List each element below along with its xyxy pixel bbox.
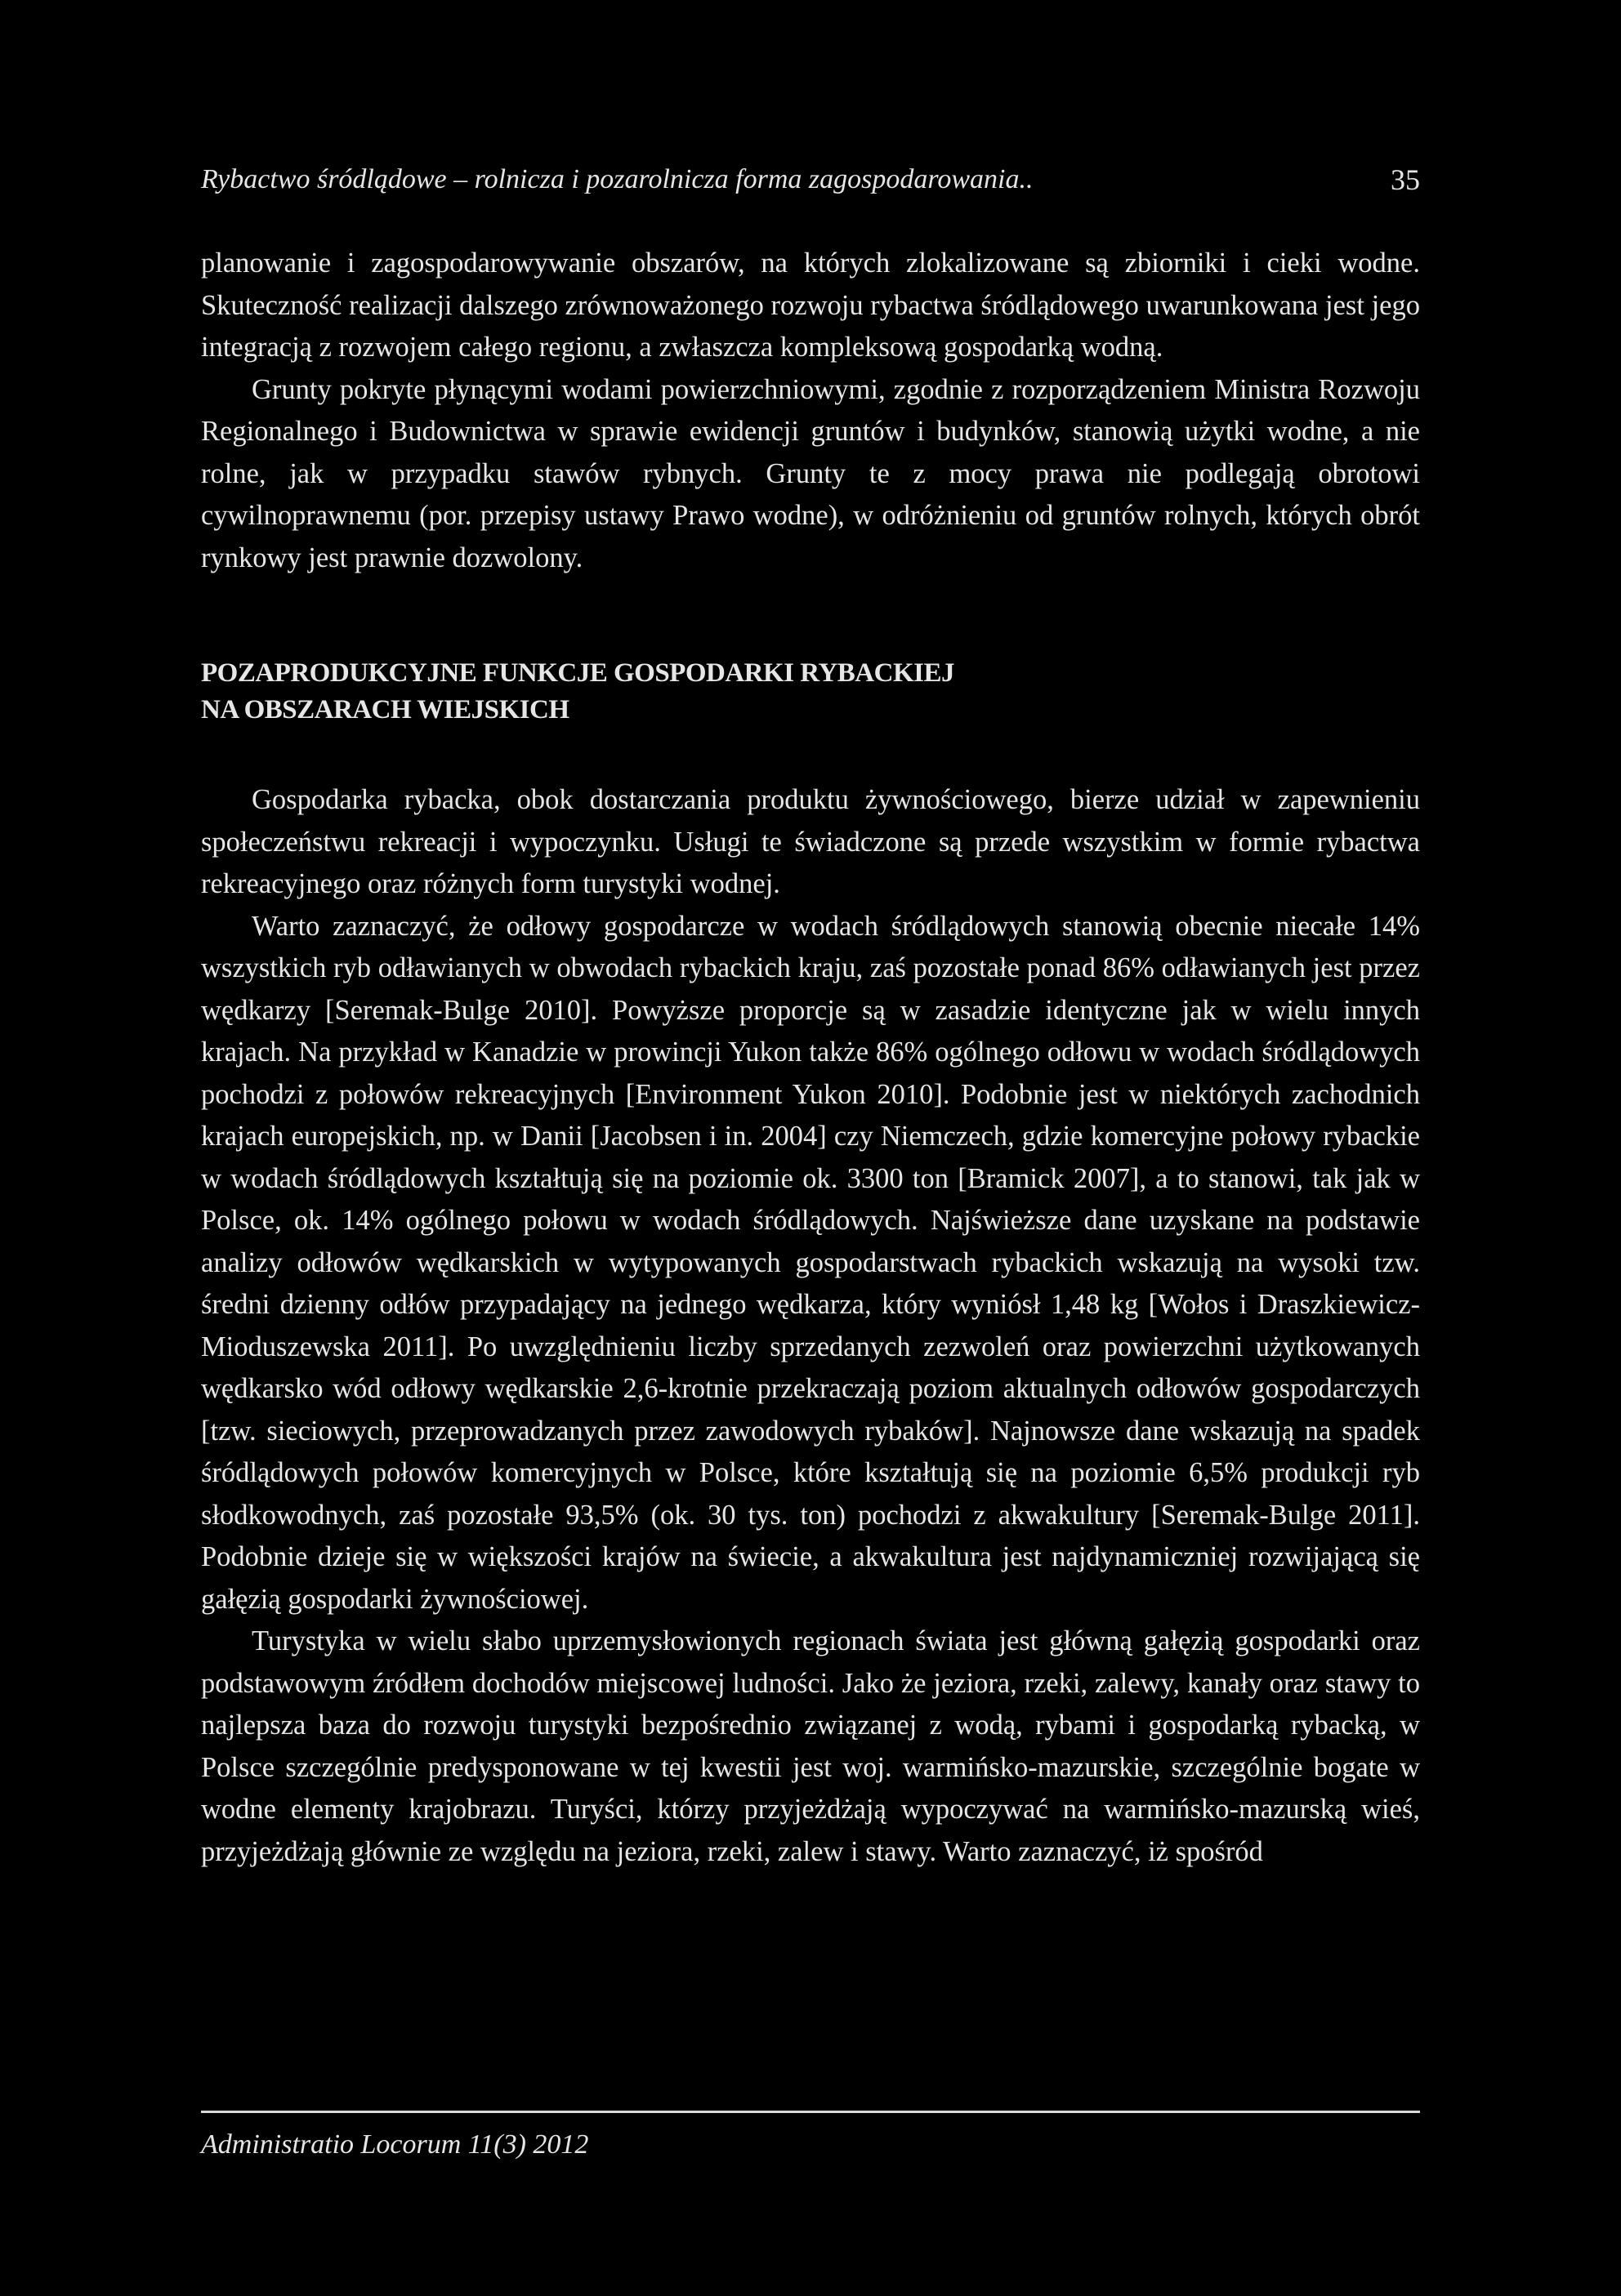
section-heading-line-2: NA OBSZARACH WIEJSKICH bbox=[201, 695, 569, 724]
page-number: 35 bbox=[1391, 163, 1420, 196]
section-heading-line-1: POZAPRODUKCYJNE FUNKCJE GOSPODARKI RYBACKIEJ bbox=[201, 658, 954, 688]
footer-rule bbox=[201, 2111, 1420, 2113]
paragraph-recreation: Gospodarka rybacka, obok dostarczania produktu żywnościowego, bierze udział w zapewnieniu społeczeństwu rekreacji i wypoczynku. Usługi te świadczone są przede wszystkim w formie rybactwa rekreacyjnego oraz różnych form turystyki wodnej. bbox=[201, 784, 1420, 899]
section-heading bbox=[201, 655, 1420, 729]
paragraph-catch-statistics: Warto zaznaczyć, że odłowy gospodarcze w wodach śródlądowych stanowią obecnie niecałe 14% wszystkich ryb odławianych w obwodach rybackich kraju, zaś pozostałe ponad 86% odławianych jest przez wędkarzy [Seremak-Bulge 2010]. Powyższe proporcje są w zasadzie identyczne jak w wielu innych krajach. Na przykład w Kanadzie w prowincji Yukon także 86% ogólnego odłowu w wodach śródlądowych pochodzi z połowów rekreacyjnych [Environment Yukon 2010]. Podobnie jest w niektórych zachodnich krajach europejskich, np. w Danii [Jacobsen i in. 2004] czy Niemczech, gdzie komercyjne połowy rybackie w wodach śródlądowych kształtują się na poziomie ok. 3300 ton [Bramick 2007], a to stanowi, tak jak w Polsce, ok. 14% ogólnego połowu w wodach śródlądowych. Najświeższe dane uzyskane na podstawie analizy odłowów wędkarskich w wytypowanych gospodarstwach rybackich wskazują na wysoki tzw. średni dzienny odłów przypadający na jednego wędkarza, który wyniósł 1,48 kg [Wołos i Draszkiewicz-Mioduszewska 2011]. Po uwzględnieniu liczby sprzedanych zezwoleń oraz powierzchni użytkowanych wędkarsko wód odłowy wędkarskie 2,6-krotnie przekraczają poziom aktualnych odłowów gospodarczych [tzw. sieciowych, przeprowadzanych przez zawodowych rybaków]. Najnowsze dane wskazują na spadek śródlądowych połowów komercyjnych w Polsce, które kształtują się na poziomie 6,5% produkcji ryb słodkowodnych, zaś pozostałe 93,5% (ok. 30 tys. ton) pochodzi z akwakultury [Seremak-Bulge 2011]. Podobnie dzieje się w większości krajów na świecie, a akwakultura jest najdynamiczniej rozwijającą się gałęzią gospodarki żywnościowej. bbox=[201, 910, 1420, 1615]
document-page bbox=[201, 0, 1420, 2296]
main-content bbox=[201, 243, 1420, 1873]
paragraph-continuation: planowanie i zagospodarowywanie obszarów, na których zlokalizowane są zbiorniki i cieki wodne. Skuteczność realizacji dalszego zrównoważonego rozwoju rybactwa śródlądowego uwarunkowana jest jego integracją z rozwojem całego regionu, a zwłaszcza kompleksową gospodarką wodną. bbox=[201, 247, 1420, 363]
journal-footer: Administratio Locorum 11(3) 2012 bbox=[201, 2129, 589, 2160]
paragraph-land-law: Grunty pokryte płynącymi wodami powierzchniowymi, zgodnie z rozporządzeniem Ministra Rozwoju Regionalnego i Budownictwa w sprawie ewidencji gruntów i budynków, stanowią użytki wodne, a nie rolne, jak w przypadku stawów rybnych. Grunty te z mocy prawa nie podlegają obrotowi cywilnoprawnemu (por. przepisy ustawy Prawo wodne), w odróżnieniu od gruntów rolnych, których obrót rynkowy jest prawnie dozwolony. bbox=[201, 373, 1420, 573]
paragraph-tourism: Turystyka w wielu słabo uprzemysłowionych regionach świata jest główną gałęzią gospodarki oraz podstawowym źródłem dochodów miejscowej ludności. Jako że jeziora, rzeki, zalewy, kanały oraz stawy to najlepsza baza do rozwoju turystyki bezpośrednio związanej z wodą, rybami i gospodarką rybacką, w Polsce szczególnie predysponowane w tej kwestii jest woj. warmińsko-mazurskie, szczególnie bogate w wodne elementy krajobrazu. Turyści, którzy przyjeżdżają wypoczywać na warmińsko-mazurską wieś, przyjeżdżają głównie ze względu na jeziora, rzeki, zalew i stawy. Warto zaznaczyć, iż spośród bbox=[201, 1625, 1420, 1867]
running-title: Rybactwo śródlądowe – rolnicza i pozarolnicza forma zagospodarowania.. bbox=[201, 164, 1034, 194]
